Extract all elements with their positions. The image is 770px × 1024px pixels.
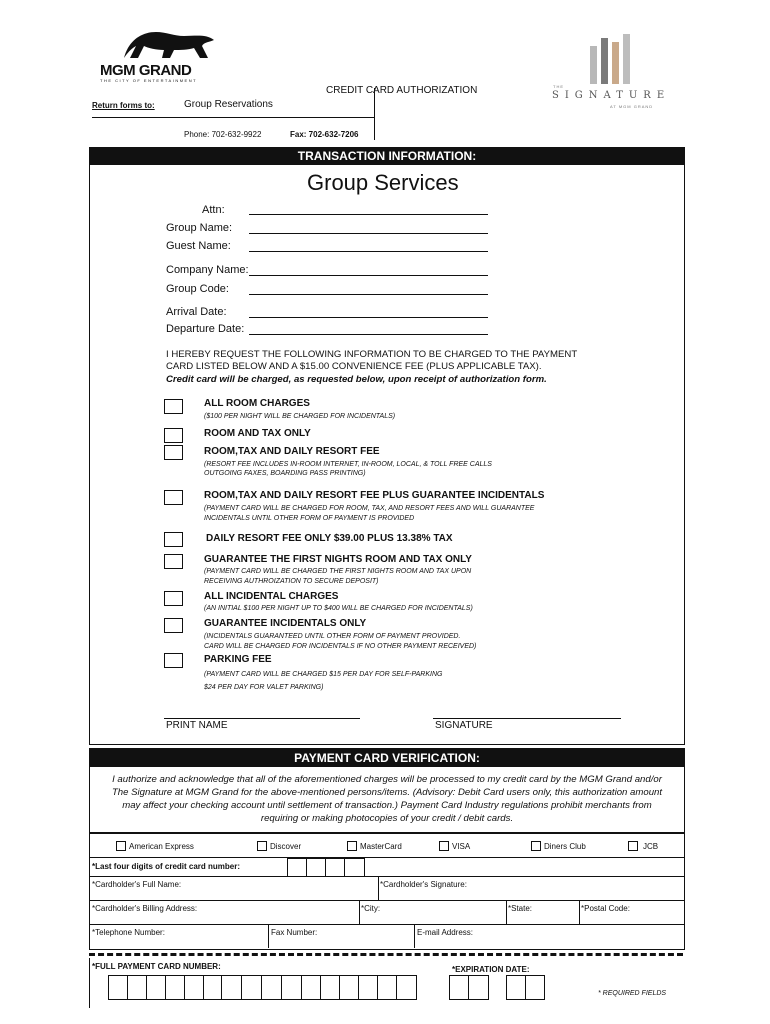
phone: Phone: 702-632-9922 (184, 130, 262, 139)
option-note: $24 PER DAY FOR VALET PARKING) (204, 684, 324, 691)
signature-small: THE (553, 84, 564, 89)
card-label-mastercard: MasterCard (360, 842, 402, 851)
signature-sub: AT MGM GRAND (610, 104, 654, 109)
cardholder-signature-field[interactable]: *Cardholder's Signature: (380, 880, 467, 889)
option-checkbox-parking-fee[interactable] (164, 653, 183, 668)
mgm-grand-logo (96, 28, 246, 84)
option-note: OUTGOING FAXES, BOARDING PASS PRINTING) (204, 470, 366, 477)
cardholder-name-field[interactable]: *Cardholder's Full Name: (92, 880, 182, 889)
signature-input[interactable] (433, 718, 621, 719)
option-title: ROOM,TAX AND DAILY RESORT FEE PLUS GUARANTEE INCIDENTALS (204, 490, 545, 501)
option-note: INCIDENTALS UNTIL OTHER FORM OF PAYMENT IS PROVIDED (204, 515, 415, 522)
attn-input[interactable] (249, 214, 488, 215)
telephone-field[interactable]: *Telephone Number: (92, 928, 165, 937)
request-line-2: CARD LISTED BELOW AND A $15.00 CONVENIENCE FEE (PLUS APPLICABLE TAX). (166, 361, 542, 372)
print-name-label: PRINT NAME (166, 720, 228, 731)
option-title: DAILY RESORT FEE ONLY $39.00 PLUS 13.38% TAX (206, 533, 453, 544)
guest-name-input[interactable] (249, 251, 488, 252)
option-checkbox-resort-fee-plus-incidentals[interactable] (164, 490, 183, 505)
card-label-amex: American Express (129, 842, 194, 851)
department-title: Group Services (307, 170, 459, 195)
card-label-visa: VISA (452, 842, 471, 851)
option-checkbox-room-and-tax-only[interactable] (164, 428, 183, 443)
last-four-digit-4[interactable] (344, 858, 365, 877)
request-line-3: Credit card will be charged, as requested below, upon receipt of authorization form. (166, 374, 547, 385)
option-note: RECEIVING AUTHROIZATION TO SECURE DEPOSIT) (204, 578, 379, 585)
card-label-jcb: JCB (643, 842, 659, 851)
request-line-1: I HEREBY REQUEST THE FOLLOWING INFORMATION TO BE CHARGED TO THE PAYMENT (166, 349, 578, 360)
option-note: (RESORT FEE INCLUDES IN-ROOM INTERNET, IN-ROOM, LOCAL, & TOLL FREE CALLS (204, 461, 492, 468)
postal-code-field[interactable]: *Postal Code: (581, 904, 630, 913)
ack-line-4: requiring or making photocopies of your credit / debit cards. (260, 813, 514, 824)
fax-number-field[interactable]: Fax Number: (271, 928, 318, 937)
option-title: GUARANTEE THE FIRST NIGHTS ROOM AND TAX ONLY (204, 554, 472, 565)
last-four-label: *Last four digits of credit card number: (92, 862, 241, 871)
option-note: (INCIDENTALS GUARANTEED UNTIL OTHER FORM OF PAYMENT PROVIDED. (204, 633, 461, 640)
company-name-input[interactable] (249, 275, 488, 276)
expiration-boxes[interactable] (449, 975, 545, 999)
lion-icon (118, 28, 218, 64)
ack-line-2: The Signature at MGM Grand for the above-mentioned persons/items. (Advisory: Debit Card users only, this authorization amount (111, 787, 663, 798)
option-title: ALL INCIDENTAL CHARGES (204, 591, 339, 602)
option-title: PARKING FEE (204, 654, 272, 665)
option-checkbox-all-room-charges[interactable] (164, 399, 183, 414)
full-card-number-boxes[interactable] (108, 975, 438, 999)
group-code-input[interactable] (249, 294, 488, 295)
dashed-separator (89, 953, 683, 956)
option-note: (PAYMENT CARD WILL BE CHARGED FOR ROOM, TAX, AND RESORT FEES AND WILL GUARANTEE (204, 505, 535, 512)
option-note: (PAYMENT CARD WILL BE CHARGED THE FIRST NIGHTS ROOM AND TAX UPON (204, 568, 472, 575)
payment-bar: PAYMENT CARD VERIFICATION: (90, 749, 684, 767)
option-note: ($100 PER NIGHT WILL BE CHARGED FOR INCIDENTALS) (204, 413, 396, 420)
option-checkbox-guarantee-incidentals[interactable] (164, 618, 183, 633)
card-checkbox-diners[interactable] (531, 841, 541, 851)
arrival-date-label: Arrival Date: (166, 306, 227, 318)
card-checkbox-mastercard[interactable] (347, 841, 357, 851)
print-name-input[interactable] (164, 718, 360, 719)
option-note: (AN INITIAL $100 PER NIGHT UP TO $400 WILL BE CHARGED FOR INCIDENTALS) (204, 605, 473, 612)
card-label-discover: Discover (270, 842, 302, 851)
ack-line-1: I authorize and acknowledge that all of the aforementioned charges will be processed to my credit card by the MGM Grand and/or (112, 774, 662, 785)
return-to: Group Reservations (184, 99, 273, 110)
logo-tagline: THE CITY OF ENTERTAINMENT (100, 78, 198, 83)
option-checkbox-all-incidental-charges[interactable] (164, 591, 183, 606)
arrival-date-input[interactable] (249, 317, 488, 318)
logo-brand: MGM GRAND (100, 62, 192, 79)
transaction-bar: TRANSACTION INFORMATION: (90, 148, 684, 165)
option-checkbox-daily-resort-fee-only[interactable] (164, 532, 183, 547)
full-card-number-label: *FULL PAYMENT CARD NUMBER: (92, 962, 221, 971)
header-vline (374, 88, 375, 140)
company-name-label: Company Name: (166, 264, 249, 276)
city-field[interactable]: *City: (361, 904, 381, 913)
last-four-digit-3[interactable] (325, 858, 346, 877)
card-checkbox-discover[interactable] (257, 841, 267, 851)
group-name-label: Group Name: (166, 222, 233, 234)
option-title: ROOM,TAX AND DAILY RESORT FEE (204, 446, 380, 457)
option-note: CARD WILL BE CHARGED FOR INCIDENTALS IF NO OTHER PAYMENT RECEIVED) (204, 643, 477, 650)
group-code-label: Group Code: (166, 283, 229, 295)
card-label-diners: Diners Club (544, 842, 586, 851)
signature-logo (548, 34, 678, 114)
option-title: ALL ROOM CHARGES (204, 398, 310, 409)
option-note: (PAYMENT CARD WILL BE CHARGED $15 PER DAY FOR SELF-PARKING (204, 671, 443, 678)
departure-date-input[interactable] (249, 334, 488, 335)
last-four-digit-2[interactable] (306, 858, 327, 877)
cut-line (89, 958, 90, 1008)
expiration-label: *EXPIRATION DATE: (452, 965, 530, 974)
card-checkbox-amex[interactable] (116, 841, 126, 851)
guest-name-label: Guest Name: (166, 240, 231, 252)
signature-label: SIGNATURE (435, 720, 493, 731)
group-name-input[interactable] (249, 233, 488, 234)
option-checkbox-first-night-guarantee[interactable] (164, 554, 183, 569)
return-label: Return forms to: (92, 101, 155, 110)
billing-address-field[interactable]: *Cardholder's Billing Address: (92, 904, 198, 913)
option-title: GUARANTEE INCIDENTALS ONLY (204, 618, 367, 629)
required-fields-note: * REQUIRED FIELDS (598, 990, 667, 997)
attn-label: Attn: (202, 204, 225, 216)
form-title: CREDIT CARD AUTHORIZATION (326, 85, 478, 96)
signature-bars (590, 34, 636, 84)
last-four-digit-1[interactable] (287, 858, 308, 877)
option-checkbox-room-tax-resort-fee[interactable] (164, 445, 183, 460)
ack-line-3: may affect your checking account until settlement of transaction.) Payment Card Industry regulations prohibit merchants from (122, 800, 652, 811)
email-field[interactable]: E-mail Address: (417, 928, 474, 937)
state-field[interactable]: *State: (508, 904, 533, 913)
departure-date-label: Departure Date: (166, 323, 245, 335)
option-title: ROOM AND TAX ONLY (204, 428, 311, 439)
header-rule (92, 117, 375, 118)
fax: Fax: 702-632-7206 (290, 130, 359, 139)
card-checkbox-jcb[interactable] (628, 841, 638, 851)
card-checkbox-visa[interactable] (439, 841, 449, 851)
signature-brand: SIGNATURE (552, 90, 671, 101)
